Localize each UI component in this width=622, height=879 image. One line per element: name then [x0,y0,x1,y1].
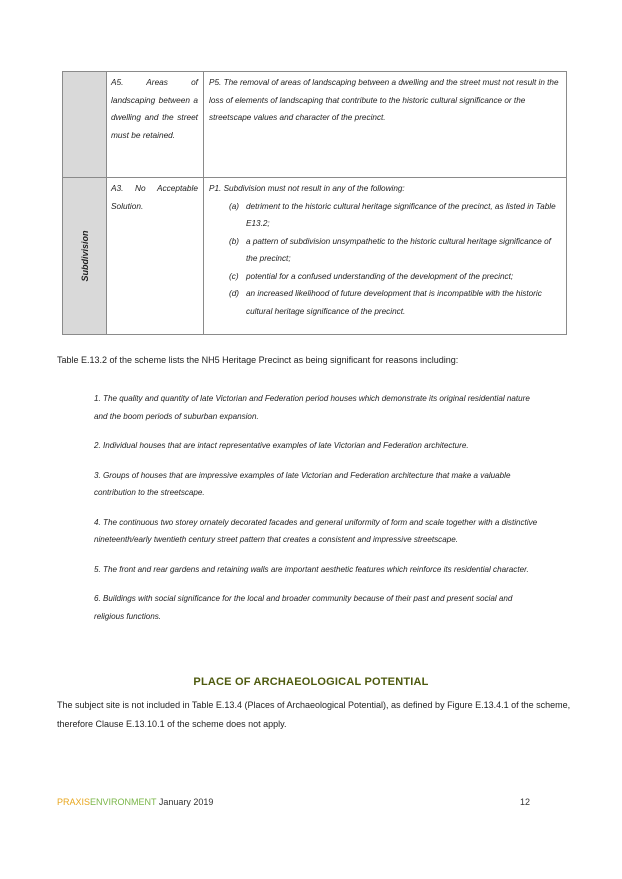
performance-criteria-cell [204,178,566,334]
list-item [209,285,561,320]
table-row [63,72,566,178]
list-item [209,233,561,268]
list-item: 4. The continuous two storey ornately decorated facades and general uniformity of form and scale together with a distinctive nineteenth/early twentieth century street pattern that creates a consistent and impressive streetscape. [94,517,538,544]
list-item-text: detriment to the historic cultural heritage significance of the precinct, as listed in Table E13.2; [246,201,556,228]
performance-criteria-cell [204,72,566,177]
acceptable-solution-text: A5. Areas of landscaping between a dwelling and the street must be retained. [111,77,198,140]
list-marker: (b) [229,236,240,246]
list-marker: (a) [229,201,240,211]
brand-part-praxis: PRAXIS [57,797,91,807]
list-item-text: an increased likelihood of future development that is incompatible with the historic cultural heritage significance of the precinct. [246,289,542,316]
list-item: 6. Buildings with social significance for the local and broader community because of their past and present social and religious functions. [94,594,513,621]
section-heading: PLACE OF ARCHAEOLOGICAL POTENTIAL [193,676,429,688]
list-item [209,268,561,286]
list-item: 5. The front and rear gardens and retaining walls are important aesthetic features which reinforce its residential character. [94,564,529,574]
list-item: 1. The quality and quantity of late Victorian and Federation period houses which demonstrate its original residential nature and the boom periods of suburban expansion. [94,394,530,421]
list-marker: (d) [229,289,240,298]
footer-brand [57,797,213,807]
criteria-list [209,198,561,321]
performance-criteria-text: P1. Subdivision must not result in any of the following: [209,184,405,193]
table-row [63,178,566,334]
page-number: 12 [520,797,531,807]
category-cell [63,178,107,334]
category-cell [63,72,107,177]
list-marker: (c) [229,271,239,281]
category-label: Subdivision [79,230,90,282]
brand-part-environment: ENVIRONMENT [90,797,157,807]
section-paragraph: The subject site is not included in Table E.13.4 (Places of Archaeological Potential), as defined by Figure E.13.4.1 of the scheme, therefore Clause E.13.10.1 of the scheme does not apply. [57,700,571,729]
significance-reasons-list [94,390,544,637]
acceptable-solution-text: A3. No Acceptable Solution. [111,183,198,211]
acceptable-solution-cell [106,72,204,177]
list-item-text: potential for a confused understanding of the development of the precinct; [246,271,514,281]
planning-table [62,71,567,335]
list-item-text: a pattern of subdivision unsympathetic to the historic cultural heritage significance of the precinct; [246,236,551,263]
list-item: 2. Individual houses that are intact representative examples of late Victorian and Federation architecture. [94,441,469,450]
footer-date: January 2019 [158,797,214,807]
intro-paragraph: Table E.13.2 of the scheme lists the NH5 Heritage Precinct as being significant for reasons including: [57,355,459,365]
performance-criteria-text: P5. The removal of areas of landscaping between a dwelling and the street must not result in the loss of elements of landscaping that contribute to the historic cultural significance or the streetscape values and character of the precinct. [209,78,559,122]
acceptable-solution-cell [106,178,204,334]
list-item [209,198,561,233]
list-item: 3. Groups of houses that are impressive examples of late Victorian and Federation architecture that make a valuable contribution to the streetscape. [94,470,511,497]
